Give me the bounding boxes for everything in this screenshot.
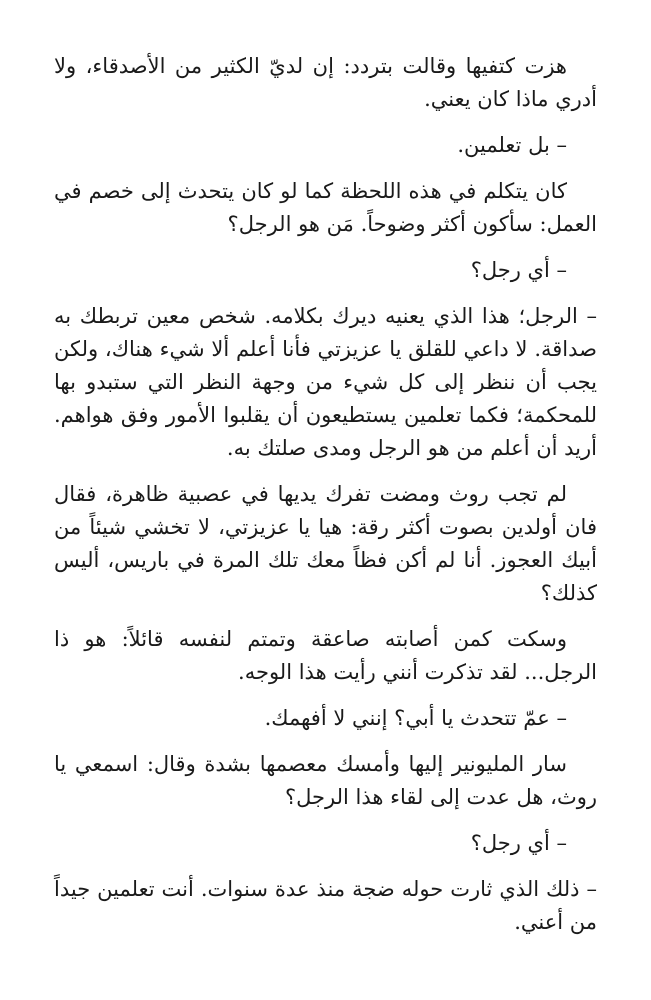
dialogue-line-3: – عمّ تتحدث يا أبي؟ إنني لا أفهمك. [264, 706, 567, 730]
paragraph-3: لم تجب روث ومضت تفرك يديها في عصبية ظاهرة، فقال فان أولدين بصوت أكثر رقة: هيا يا عزيزتي، لا تخشي شيئاً من أبيك العجوز. أنا لم أكن فظاً معك تلك المرة في باريس، أليس كذلك؟ [54, 482, 597, 605]
dialogue-paragraph-1: – الرجل؛ هذا الذي يعنيه ديرك بكلامه. شخص معين تربطك به صداقة. لا داعي للقلق يا عزيزتي فأنا أعلم ألا شيء هناك، ولكن يجب أن ننظر إلى كل شيء من وجهة النظر التي ستبدو بها للمحكمة؛ فكما تعلمين يستطيعون أن يقلبوا الأمور وفق هواهم. أريد أن أعلم من هو الرجل ومدى صلتك به. [54, 304, 597, 460]
paragraph-2: كان يتكلم في هذه اللحظة كما لو كان يتحدث إلى خصم في العمل: سأكون أكثر وضوحاً. مَن هو الرجل؟ [54, 179, 597, 236]
paragraph-4: وسكت كمن أصابته صاعقة وتمتم لنفسه قائلاً: هو ذا الرجل... لقد تذكرت أنني رأيت هذا الوجه. [54, 627, 597, 684]
dialogue-paragraph-2: – ذلك الذي ثارت حوله ضجة منذ عدة سنوات. أنت تعلمين جيداً من أعني. [54, 877, 597, 934]
dialogue-line-2: – أي رجل؟ [470, 258, 567, 282]
dialogue-line-1: – بل تعلمين. [457, 133, 567, 157]
dialogue-line-4: – أي رجل؟ [470, 831, 567, 855]
paragraph-5: سار المليونير إليها وأمسك معصمها بشدة وقال: اسمعي يا روث، هل عدت إلى لقاء هذا الرجل؟ [54, 752, 597, 809]
paragraph-1: هزت كتفيها وقالت بتردد: إن لديّ الكثير من الأصدقاء، ولا أدري ماذا كان يعني. [54, 54, 597, 111]
